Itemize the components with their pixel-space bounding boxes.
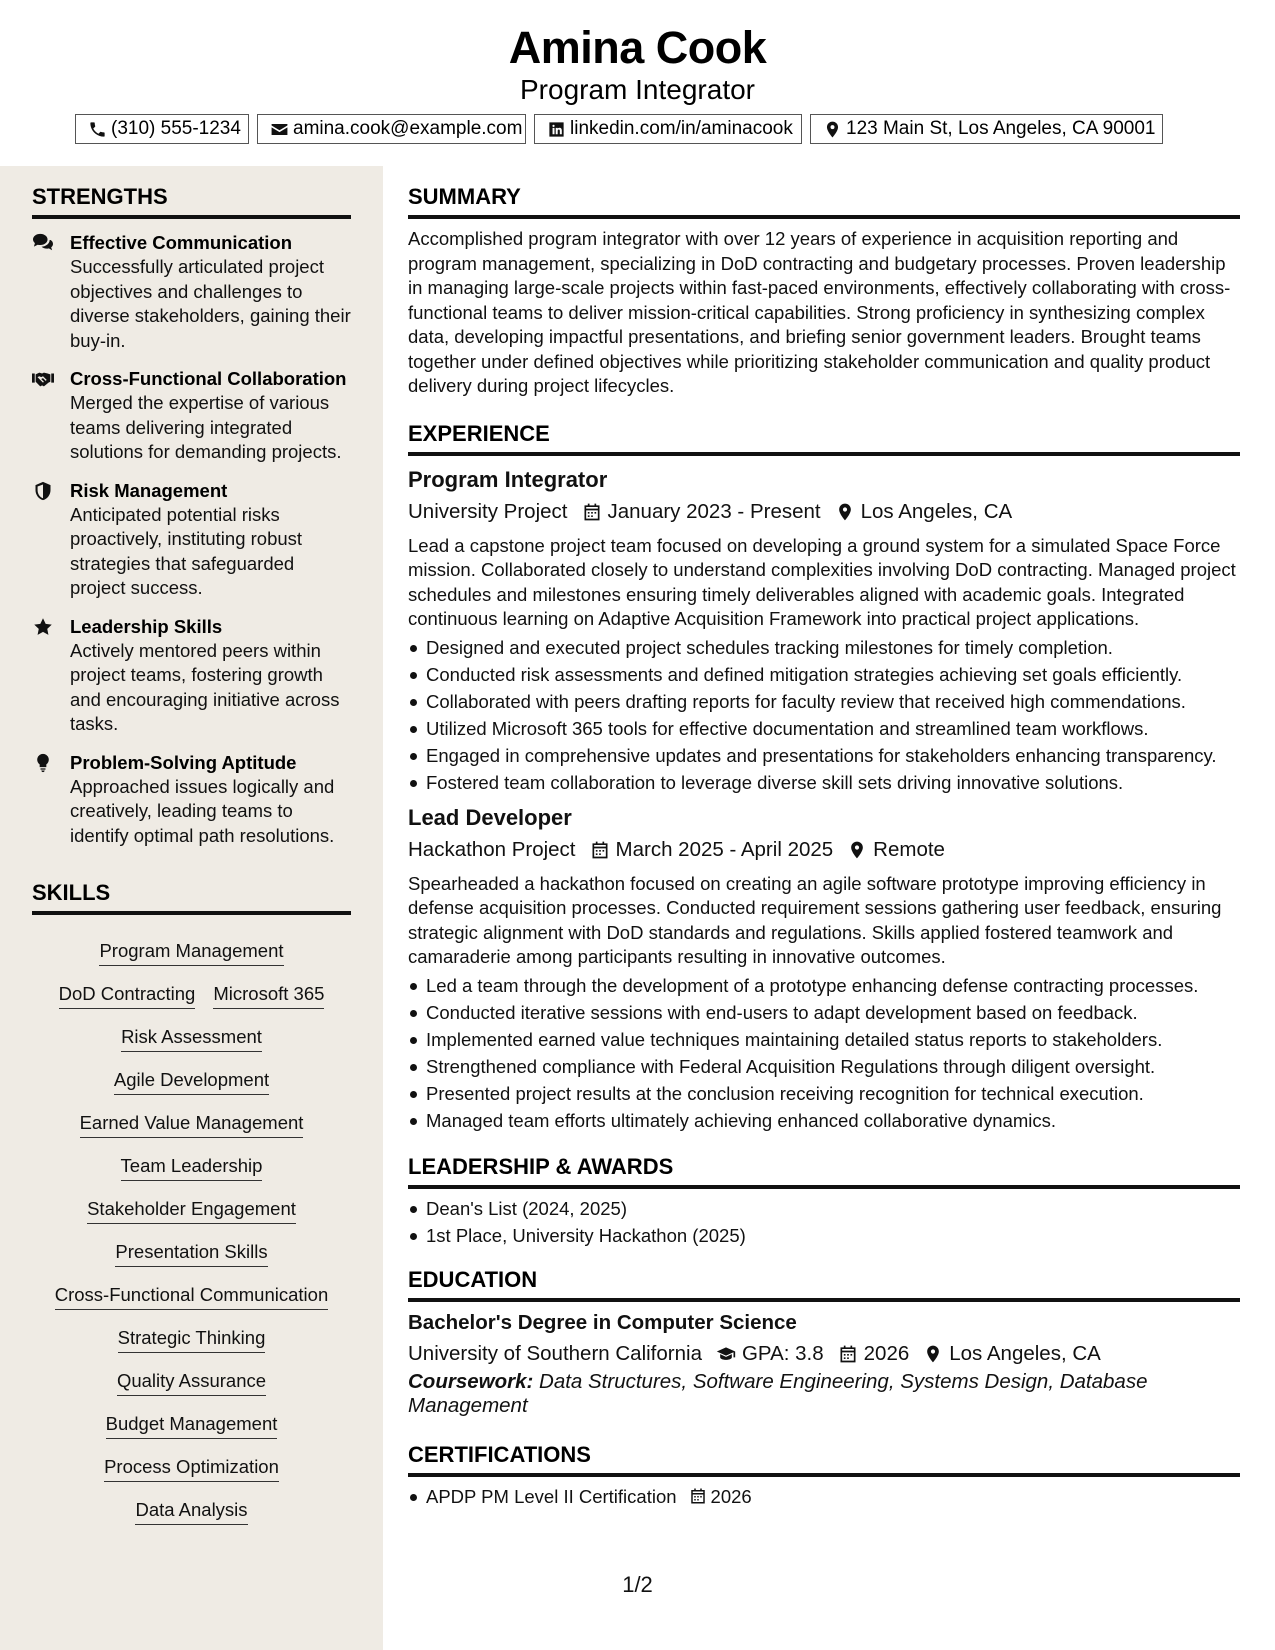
skill-tag: Strategic Thinking [118,1327,266,1353]
skill-tag: Quality Assurance [117,1370,266,1396]
skill-tag: Budget Management [106,1413,278,1439]
award-item: 1st Place, University Hackathon (2025) [408,1222,1240,1249]
job-title: Lead Developer [408,804,572,830]
strength-title: Leadership Skills [70,615,223,637]
strength-item [32,231,351,353]
job-entry [408,804,1240,1134]
skill-tag: Team Leadership [121,1155,263,1181]
strength-item [32,479,351,601]
candidate-name: Amina Cook [508,22,767,73]
strength-item [32,751,351,849]
main-column [408,166,1240,1510]
strength-desc: Actively mentored peers within project teams, fostering growth and encouraging initiative across tasks. [70,639,340,734]
skills-list [32,915,351,1525]
experience-heading: EXPERIENCE [408,403,1240,456]
bullet-item: Led a team through the development of a prototype enhancing defense contracting processes. [408,972,1240,999]
strength-desc: Anticipated potential risks proactively, instituting robust strategies that safeguarded project success. [70,503,303,598]
map-marker-icon [835,502,855,522]
skill-tag: Process Optimization [104,1456,279,1482]
calendar-icon [689,1487,707,1505]
contact-phone[interactable] [75,114,249,144]
job-description: Spearheaded a hackathon focused on creating an agile software prototype improving efficiency in defense acquisition processes. Conducted requirement sessions gathering user feedback, ensuring strategic alignment with DoD standards and regulations. Skills applied fostered teamwork and camaraderie among participants resulting in innovative outcomes. [408,872,1222,967]
email-text: amina.cook@example.com [293,118,523,139]
skills-heading: SKILLS [32,862,351,915]
calendar-icon [838,1344,858,1364]
strength-title: Cross-Functional Collaboration [70,368,347,389]
star-icon [32,617,54,637]
skill-tag: Cross-Functional Communication [55,1284,329,1310]
candidate-role: Program Integrator [520,74,755,105]
bullet-item: Strengthened compliance with Federal Acquisition Regulations through diligent oversight. [408,1053,1240,1080]
job-org: University Project [408,499,568,523]
awards-heading: LEADERSHIP & AWARDS [408,1136,1240,1189]
strengths-list [32,219,351,848]
strength-item [32,367,351,465]
skill-tag: Risk Assessment [121,1026,262,1052]
job-bullets [408,972,1240,1134]
job-entry [408,466,1240,796]
certification-year: 2026 [710,1485,752,1507]
map-marker-icon [847,840,867,860]
skill-tag: Stakeholder Engagement [87,1198,296,1224]
calendar-icon [582,502,602,522]
bullet-item: Collaborated with peers drafting reports for faculty review that received high commendations. [408,688,1240,715]
education-heading: EDUCATION [408,1249,1240,1302]
skill-tag: Agile Development [114,1069,269,1095]
award-item: Dean's List (2024, 2025) [408,1195,1240,1222]
linkedin-icon [547,120,566,139]
bullet-item: Conducted iterative sessions with end-users to adapt development based on feedback. [408,999,1240,1026]
job-location: Remote [873,837,945,861]
map-marker-icon [923,1344,943,1364]
sidebar [0,166,383,1650]
bullet-item: Managed team efforts ultimately achieving enhanced collaborative dynamics. [408,1107,1240,1134]
page-number: 1/2 [622,1572,653,1597]
strength-title: Effective Communication [70,232,293,253]
calendar-icon [590,840,610,860]
certifications-heading: CERTIFICATIONS [408,1424,1240,1477]
job-org: Hackathon Project [408,837,576,861]
coursework-list: Data Structures, Software Engineering, Systems Design, Database Management [408,1369,1148,1417]
coursework-label: Coursework: [408,1369,534,1393]
skill-tag: DoD Contracting [59,983,196,1009]
shield-icon [32,481,54,501]
skill-tag: Program Management [99,940,283,966]
job-dates: March 2025 - April 2025 [615,837,834,861]
job-bullets [408,634,1240,796]
skill-tag: Presentation Skills [115,1241,267,1267]
school-name: University of Southern California [408,1341,702,1365]
contact-linkedin[interactable] [534,114,802,144]
strength-item [32,615,351,737]
certification-name: APDP PM Level II Certification [426,1485,677,1507]
comments-icon [32,233,54,253]
graduation-cap-icon [716,1344,736,1364]
gpa: GPA: 3.8 [741,1341,824,1365]
skill-tag: Earned Value Management [80,1112,304,1138]
strength-title: Problem-Solving Aptitude [70,751,297,773]
job-location: Los Angeles, CA [860,499,1013,523]
coursework [408,1370,1240,1418]
certifications-list [408,1483,1240,1510]
strength-title: Risk Management [70,479,228,501]
summary-heading: SUMMARY [408,166,1240,219]
job-meta [408,836,1240,864]
strength-desc: Successfully articulated project objectives and challenges to diverse stakeholders, gaining their buy-in. [70,256,351,351]
phone-icon [88,120,107,139]
job-meta [408,498,1240,526]
lightbulb-icon [32,753,54,773]
job-description: Lead a capstone project team focused on developing a ground system for a simulated Space Force mission. Collaborated closely to understand complexities involving DoD contracting. Managed project schedules and milestones ensuring timely deliverables aligned with academic goals. Integrated continuous learning on Adaptive Acquisition Framework into practical project applications. [408,534,1236,629]
phone-text: (310) 555-1234 [111,118,241,139]
strength-desc: Approached issues logically and creatively, leading teams to identify optimal path resolutions. [70,775,335,846]
envelope-icon [270,120,289,139]
bullet-item: Presented project results at the conclusion receiving recognition for technical execution. [408,1080,1240,1107]
map-marker-icon [823,120,842,139]
contact-address[interactable] [810,114,1163,144]
awards-list [408,1195,1240,1249]
education-meta [408,1340,1240,1368]
skill-tag: Microsoft 365 [213,983,324,1009]
resume-header [0,0,1275,160]
bullet-item: Conducted risk assessments and defined mitigation strategies achieving set goals efficiently. [408,661,1240,688]
strength-desc: Merged the expertise of various teams delivering integrated solutions for demanding projects. [70,392,342,462]
bullet-item: Designed and executed project schedules tracking milestones for timely completion. [408,634,1240,661]
contact-email[interactable] [257,114,526,144]
linkedin-text: linkedin.com/in/aminacook [570,118,793,139]
address-text: 123 Main St, Los Angeles, CA 90001 [846,118,1156,139]
bullet-item: Fostered team collaboration to leverage diverse skill sets driving innovative solutions. [408,769,1240,796]
job-dates: January 2023 - Present [607,499,821,523]
certification-item [408,1483,1240,1510]
degree-title: Bachelor's Degree in Computer Science [408,1310,797,1334]
strengths-heading: STRENGTHS [32,166,351,219]
school-location: Los Angeles, CA [949,1341,1101,1365]
summary-text: Accomplished program integrator with over 12 years of experience in acquisition reporting and program management, specializing in DoD contracting and budgetary processes. Proven leadership in managing large-scale projects within fast-paced environments, effectively collaborating with cross-functional teams to deliver mission-critical capabilities. Strong proficiency in synthesizing complex data, developing impactful presentations, and briefing senior government leaders. Brought teams together under defined objectives while prioritizing stakeholder communication and quality product delivery during project lifecycles. [408,228,1231,396]
job-title: Program Integrator [408,466,608,492]
contact-bar [75,114,1163,144]
graduation-year: 2026 [863,1341,910,1365]
bullet-item: Implemented earned value techniques maintaining detailed status reports to stakeholders. [408,1026,1240,1053]
bullet-item: Utilized Microsoft 365 tools for effective documentation and streamlined team workflows. [408,715,1240,742]
skill-tag: Data Analysis [135,1499,247,1525]
bullet-item: Engaged in comprehensive updates and presentations for stakeholders enhancing transparency. [408,742,1240,769]
handshake-icon [32,369,54,389]
